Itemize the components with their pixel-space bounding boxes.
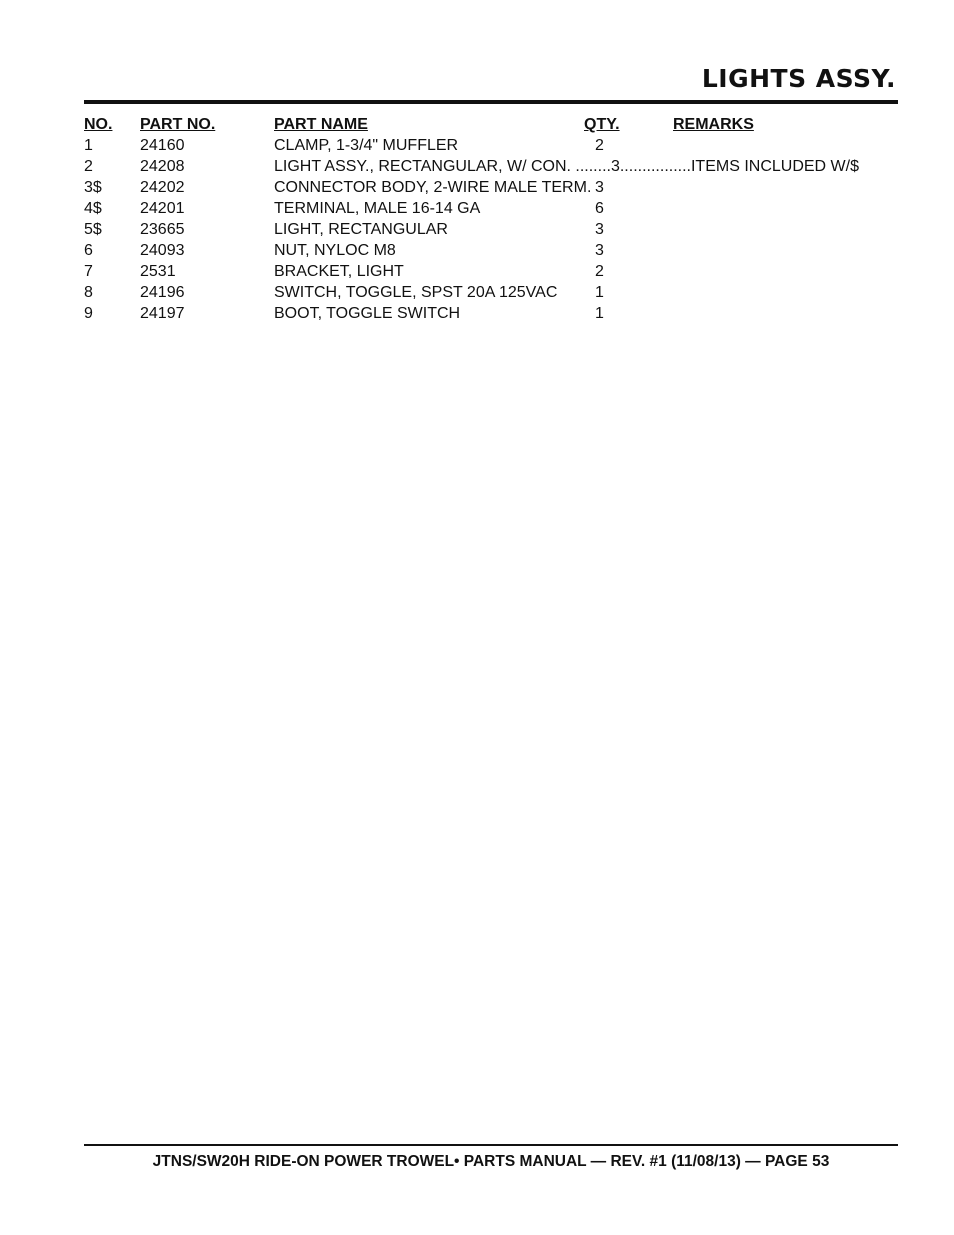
- header-no: NO.: [84, 116, 113, 133]
- table-row: [84, 303, 898, 324]
- cell-part-name: CLAMP, 1-3/4" MUFFLER: [274, 137, 459, 154]
- table-row: [84, 198, 898, 219]
- cell-no: 4$: [84, 200, 102, 217]
- cell-no: 1: [84, 137, 93, 154]
- table-row: [84, 282, 898, 303]
- header-remarks: REMARKS: [673, 116, 754, 133]
- cell-part-name: CONNECTOR BODY, 2-WIRE MALE TERM.: [274, 179, 592, 196]
- cell-qty: 2: [595, 137, 604, 154]
- cell-part-name: NUT, NYLOC M8: [274, 242, 396, 259]
- header-part-name: PART NAME: [274, 116, 368, 133]
- cell-part-name: SWITCH, TOGGLE, SPST 20A 125VAC: [274, 284, 558, 301]
- page-title: LIGHTS ASSY.: [701, 64, 896, 93]
- cell-no: 5$: [84, 221, 102, 238]
- cell-qty: 3: [595, 242, 604, 259]
- table-row: [84, 240, 898, 261]
- cell-part-no: 24160: [140, 137, 185, 154]
- cell-part-name: TERMINAL, MALE 16-14 GA: [274, 200, 481, 217]
- table-header-row: [84, 114, 898, 135]
- table-row: [84, 156, 898, 177]
- cell-qty: 3: [595, 221, 604, 238]
- cell-no: 3$: [84, 179, 102, 196]
- table-row: [84, 177, 898, 198]
- cell-no: 9: [84, 305, 93, 322]
- cell-no: 6: [84, 242, 93, 259]
- cell-qty: 2: [595, 263, 604, 280]
- table-row: [84, 219, 898, 240]
- cell-part-name: LIGHT, RECTANGULAR: [274, 221, 448, 238]
- cell-no: 8: [84, 284, 93, 301]
- cell-qty: 3: [595, 179, 604, 196]
- cell-part-no: 24196: [140, 284, 185, 301]
- cell-no: 2: [84, 158, 93, 175]
- cell-qty: 1: [595, 284, 604, 301]
- table-row: [84, 261, 898, 282]
- header-part-no: PART NO.: [140, 116, 216, 133]
- cell-no: 7: [84, 263, 93, 280]
- cell-qty: 6: [595, 200, 604, 217]
- parts-table: [84, 114, 898, 324]
- cell-part-name: BRACKET, LIGHT: [274, 263, 404, 280]
- header-qty: QTY.: [584, 116, 620, 133]
- cell-part-name: BOOT, TOGGLE SWITCH: [274, 305, 461, 322]
- cell-qty: 1: [595, 305, 604, 322]
- cell-part-no: 24201: [140, 200, 185, 217]
- page-footer: JTNS/SW20H RIDE-ON POWER TROWEL• PARTS MANUAL — REV. #1 (11/08/13) — PAGE 53: [152, 1153, 830, 1170]
- cell-part-no: 23665: [140, 221, 185, 238]
- cell-part-no: 2531: [140, 263, 176, 280]
- cell-part-no: 24208: [140, 158, 185, 175]
- title-rule: [84, 100, 898, 104]
- cell-part-no: 24197: [140, 305, 185, 322]
- cell-part-no: 24093: [140, 242, 185, 259]
- cell-part-name: LIGHT ASSY., RECTANGULAR, W/ CON. ........3................ITEMS INCLUDED W/$: [274, 158, 859, 175]
- footer-rule: [84, 1144, 898, 1146]
- cell-part-no: 24202: [140, 179, 185, 196]
- table-row: [84, 135, 898, 156]
